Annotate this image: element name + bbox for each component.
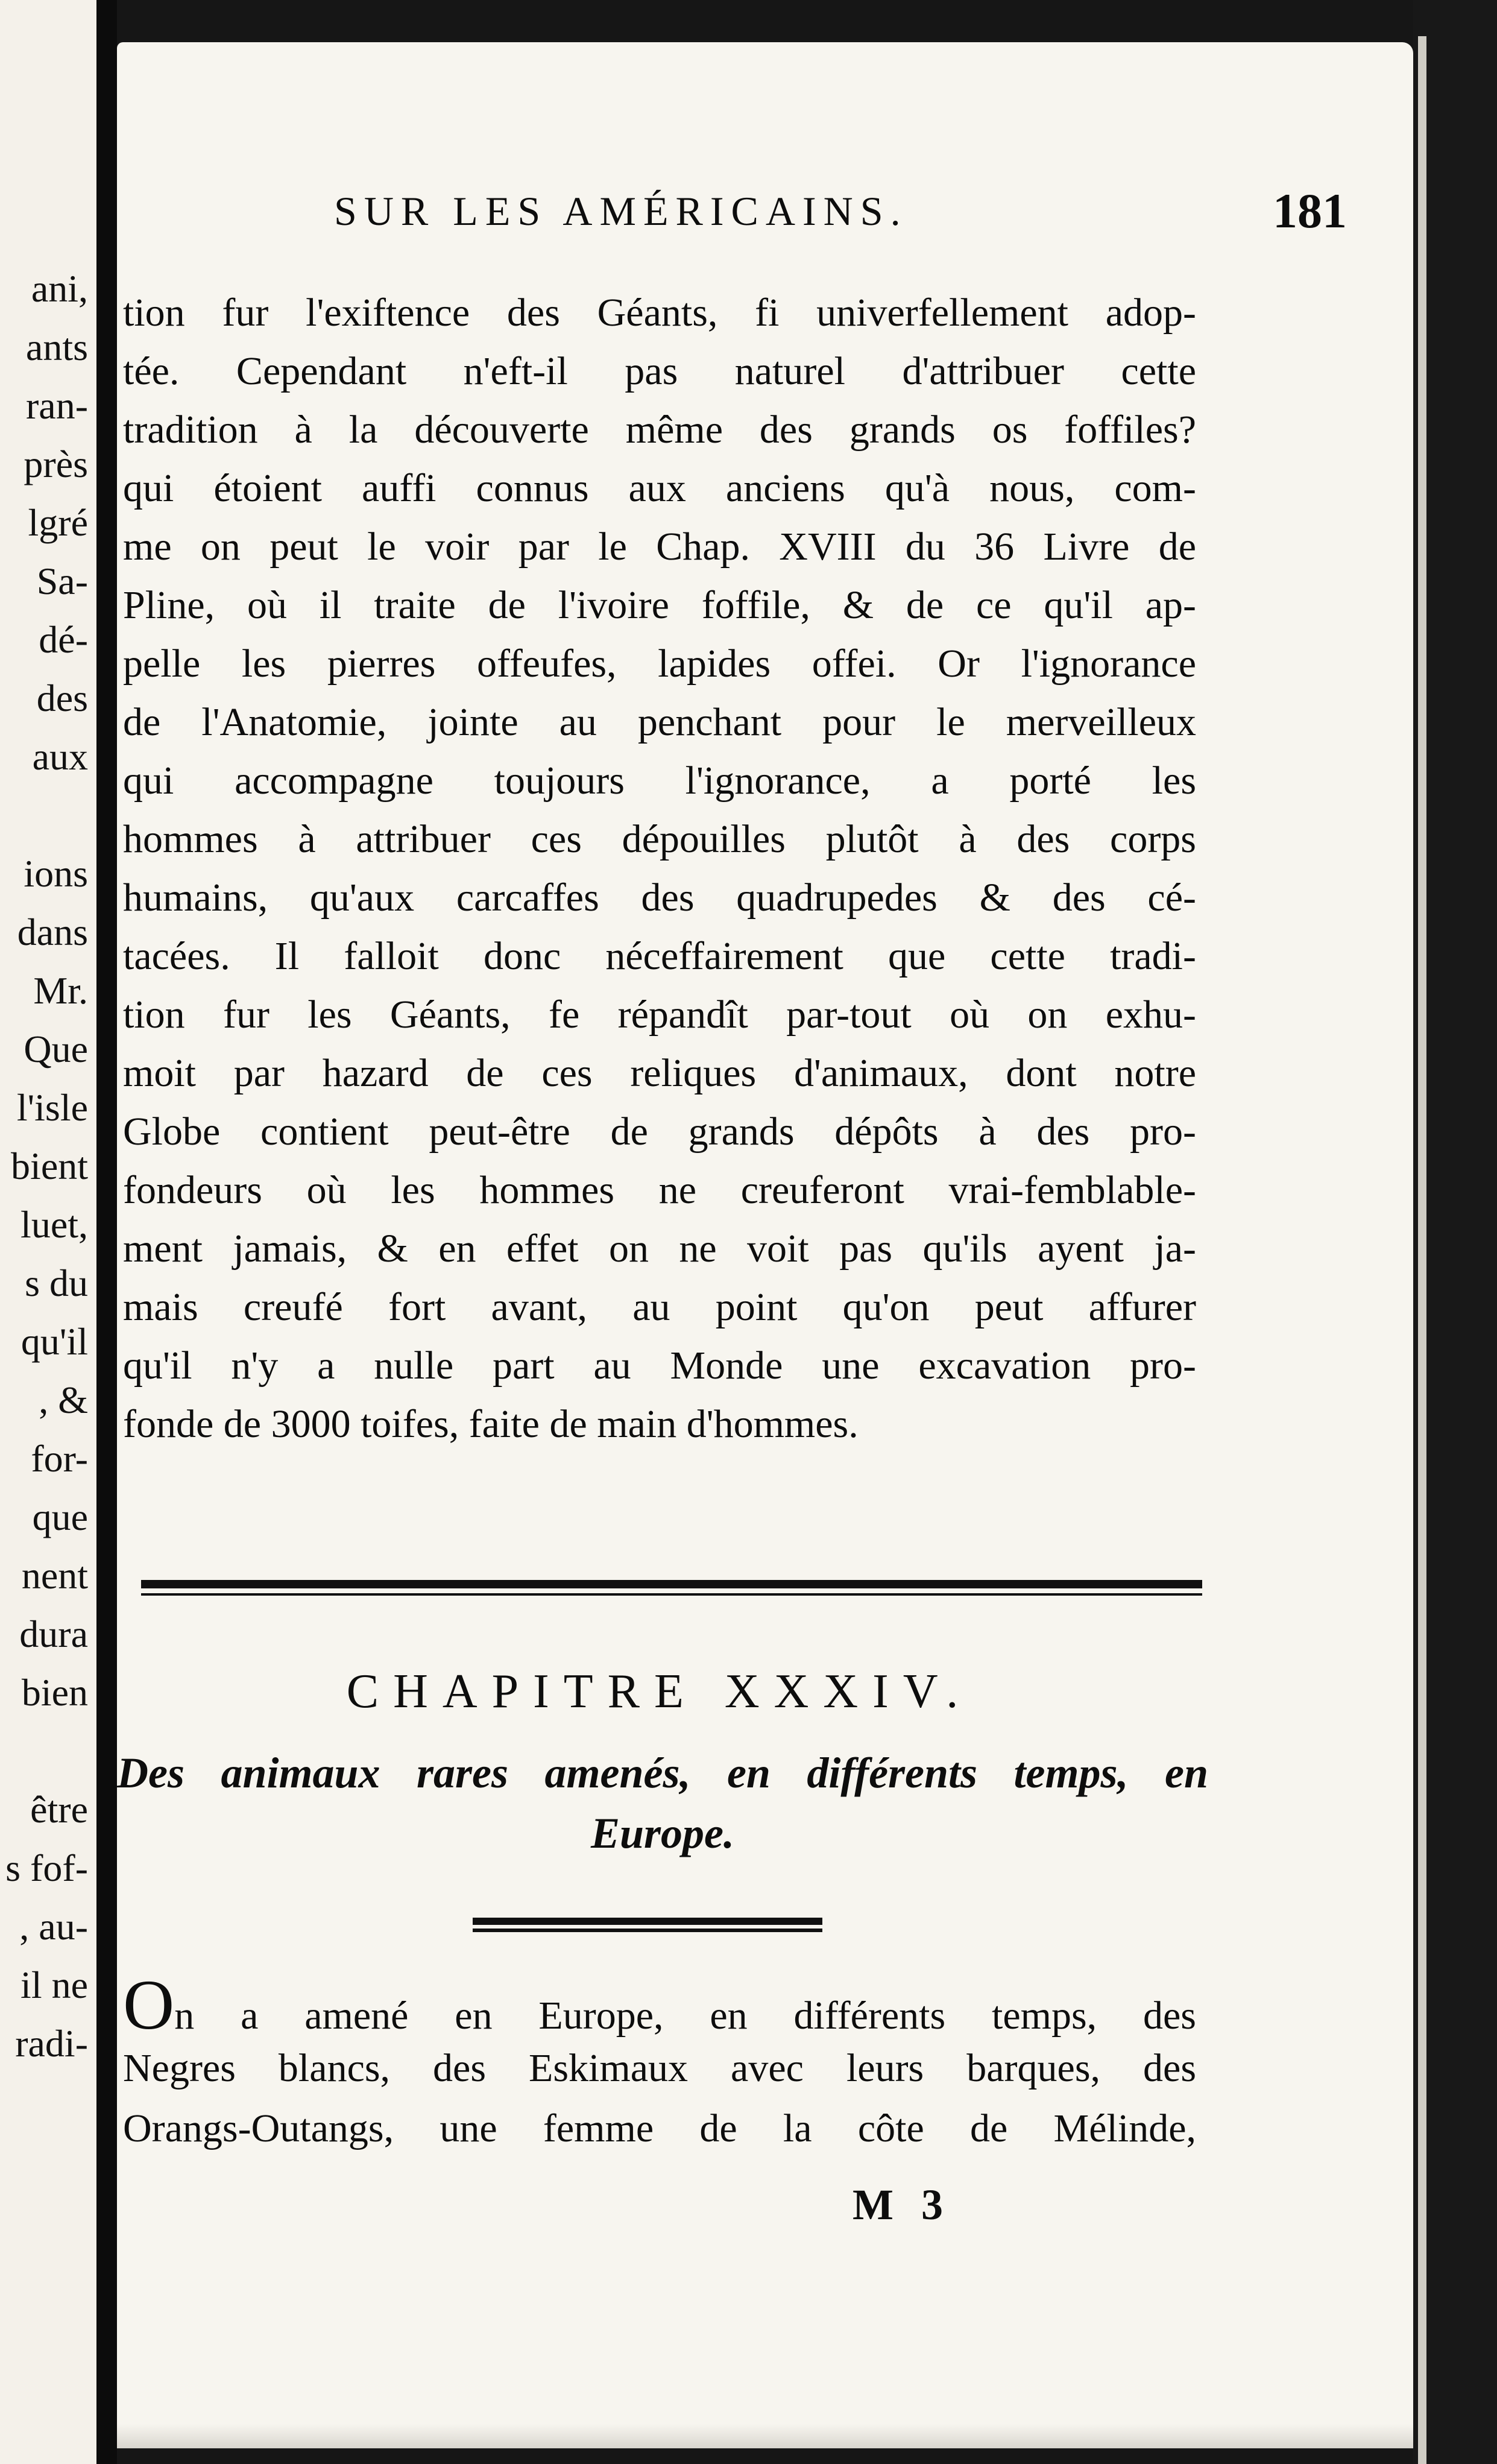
title-underline — [473, 1918, 822, 1932]
right-page-edge — [1413, 0, 1497, 2464]
book-gutter — [96, 0, 117, 2464]
text-line: humains, qu'aux carcaffes des quadrupedes & des cé- — [123, 876, 1196, 920]
text-line: qui étoient auffi connus aux anciens qu'à nous, com- — [123, 466, 1196, 510]
running-title: SUR LES AMÉRICAINS. — [334, 188, 908, 234]
left-fragment: dans — [17, 911, 88, 953]
left-page-edge — [0, 0, 96, 2464]
section-divider — [141, 1580, 1202, 1596]
text-line: qui accompagne toujours l'ignorance, a porté les — [123, 759, 1196, 803]
text-line-rest: n a amené en Europe, en différents temps, des — [174, 1994, 1196, 2038]
left-fragment: dé- — [39, 618, 88, 661]
left-fragment: lgré — [28, 501, 88, 544]
left-fragment — [0, 1722, 88, 1780]
book-page — [117, 42, 1413, 2448]
text-line: tion fur l'exiftence des Géants, fi univerfellement adop- — [123, 291, 1196, 335]
underline-rule — [473, 1929, 822, 1932]
left-fragment: luet, — [20, 1203, 88, 1246]
left-page-fragments — [0, 259, 88, 2073]
text-line: me on peut le voir par le Chap. XVIII du 36 Livre de — [123, 525, 1196, 569]
text-line: tradition à la découverte même des grands os foffiles? — [123, 408, 1196, 452]
left-fragment: ran- — [25, 384, 88, 427]
left-fragment: aux — [32, 735, 88, 778]
left-fragment: il ne — [20, 1963, 88, 2006]
text-line: fonde de 3000 toifes, faite de main d'hommes. — [123, 1402, 859, 1446]
divider-thick-rule — [141, 1580, 1202, 1588]
text-line: tion fur les Géants, fe répandît par-tout où on exhu- — [123, 993, 1196, 1037]
left-fragment: bien — [21, 1671, 88, 1714]
text-line: Globe contient peut-être de grands dépôts à des pro- — [123, 1110, 1196, 1154]
left-fragment: Que — [24, 1028, 88, 1070]
text-line: qu'il n'y a nulle part au Monde une excavation pro- — [123, 1344, 1196, 1388]
left-fragment: que — [32, 1496, 88, 1538]
left-fragment: l'isle — [16, 1086, 88, 1129]
chapter-title — [117, 1743, 1208, 1863]
text-line: Pline, où il traite de l'ivoire foffile, & de ce qu'il ap- — [123, 583, 1196, 627]
left-fragment: radi- — [15, 2022, 88, 2065]
text-line: mais creufé fort avant, au point qu'on peut affurer — [123, 1285, 1196, 1329]
left-fragment — [0, 786, 88, 844]
page-bottom-shadow — [117, 2424, 1413, 2448]
signature-mark: M 3 — [853, 2181, 951, 2229]
left-fragment: près — [24, 443, 88, 485]
running-head — [334, 178, 1347, 244]
left-fragment: , & — [39, 1379, 88, 1421]
text-line — [123, 1978, 1196, 2038]
left-fragment: for- — [31, 1437, 88, 1480]
text-line: moit par hazard de ces reliques d'animaux, dont notre — [123, 1051, 1196, 1095]
left-fragment: , au- — [19, 1905, 88, 1948]
underline-rule — [473, 1918, 822, 1925]
left-fragment: s du — [25, 1262, 88, 1304]
left-fragment: ants — [25, 326, 88, 368]
text-line: fondeurs où les hommes ne creuferont vrai-femblable- — [123, 1168, 1196, 1212]
left-fragment: Sa- — [36, 560, 88, 602]
opening-paragraph — [123, 1978, 1196, 2159]
left-fragment: Mr. — [33, 969, 88, 1012]
drop-cap: O — [123, 1978, 175, 2038]
text-line: Negres blancs, des Eskimaux avec leurs barques, des — [123, 2046, 1196, 2090]
divider-thin-rule — [141, 1593, 1202, 1596]
chapter-title-line: Europe. — [590, 1809, 735, 1857]
body-paragraph — [123, 283, 1196, 1453]
left-fragment: nent — [21, 1554, 88, 1597]
text-line: ment jamais, & en effet on ne voit pas qu'ils ayent ja- — [123, 1227, 1196, 1271]
text-line: hommes à attribuer ces dépouilles plutôt à des corps — [123, 817, 1196, 861]
left-fragment: dura — [19, 1613, 88, 1655]
text-line: Orangs-Outangs, une femme de la côte de Mélinde, — [123, 2106, 1196, 2150]
left-fragment: ani, — [31, 267, 88, 310]
page-stack-sliver — [1418, 36, 1426, 2464]
chapter-heading: CHAPITRE XXXIV. — [346, 1665, 973, 1718]
left-fragment: bient — [11, 1145, 88, 1187]
left-fragment: ions — [24, 852, 88, 895]
text-line: pelle les pierres offeufes, lapides offei. Or l'ignorance — [123, 642, 1196, 686]
left-fragment: être — [30, 1788, 88, 1831]
text-line: de l'Anatomie, jointe au penchant pour le merveilleux — [123, 700, 1196, 744]
text-line: tacées. Il falloit donc néceffairement que cette tradi- — [123, 934, 1196, 978]
left-fragment: des — [36, 677, 88, 719]
chapter-title-line: Des animaux rares amenés, en différents temps, en — [117, 1749, 1208, 1797]
text-line: tée. Cependant n'eft-il pas naturel d'attribuer cette — [123, 349, 1196, 393]
left-fragment: qu'il — [20, 1320, 88, 1363]
page-number: 181 — [1273, 183, 1347, 238]
left-fragment: s fof- — [5, 1846, 88, 1889]
